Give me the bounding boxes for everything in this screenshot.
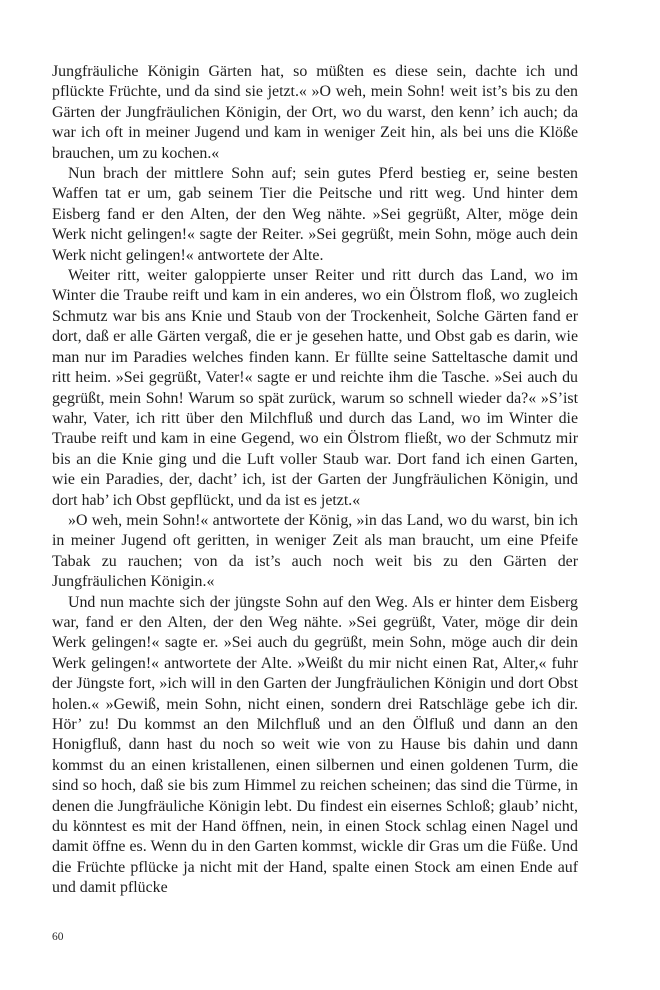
book-page	[52, 62, 578, 899]
paragraph-2: Nun brach der mittlere Sohn auf; sein gutes Pferd bestieg er, seine besten Waffen tat er um, gab seinem Tier die Peitsche und ritt weg. Und hinter dem Eisberg fand er den Alten, der den Weg nähte. »Sei gegrüßt, Alter, möge dein Werk nicht gelingen!« sagte der Reiter. »Sei gegrüßt, mein Sohn, möge auch dein Werk nicht gelingen!« antwortete der Alte.	[52, 165, 578, 264]
paragraph-4: »O weh, mein Sohn!« antwortete der König, »in das Land, wo du warst, bin ich in meiner Jugend oft geritten, in weniger Zeit als man braucht, um eine Pfeife Tabak zu rauchen; von da ist’s auch noch weit bis zu den Gärten der Jungfräulichen Königin.«	[52, 511, 578, 591]
paragraph-3: Weiter ritt, weiter galoppierte unser Reiter und ritt durch das Land, wo im Winter die Traube reift und kam in ein anderes, wo ein Ölstrom floß, wo zugleich Schmutz war bis ans Knie und Staub von der Trockenheit, Solche Gärten fand er dort, daß er alle Gärten vergaß, die er je gesehen hatte, und Obst gab es darin, wie man nur im Paradies welches finden kann. Er füllte seine Satteltasche damit und ritt heim. »Sei gegrüßt, Vater!« sagte er und reichte ihm die Tasche. »Sei auch du gegrüßt, mein Sohn! Warum so spät zurück, warum so schnell wieder da?« »S’ist wahr, Vater, ich ritt über den Milchfluß und durch das Land, wo im Winter die Traube reift und kam in eine Gegend, wo ein Ölstrom fließt, wo der Schmutz mir bis an die Knie ging und die Luft voller Staub war. Dort fand ich einen Garten, wie ein Paradies, der, dacht’ ich, ist der Garten der Jungfräulichen Königin, und dort hab’ ich Obst gepflückt, und da ist es jetzt.«	[52, 267, 578, 509]
page-number: 60	[52, 931, 64, 943]
paragraph-1: Jungfräuliche Königin Gärten hat, so müßten es diese sein, dachte ich und pflückte Früchte, und da sind sie jetzt.« »O weh, mein Sohn! weit ist’s bis zu den Gärten der Jungfräulichen Königin, der Ort, wo du warst, den kenn’ ich auch; da war ich oft in meiner Jugend und kam in weniger Zeit hin, als bei uns die Klöße brauchen, um zu kochen.«	[52, 63, 578, 162]
paragraph-5: Und nun machte sich der jüngste Sohn auf den Weg. Als er hinter dem Eisberg war, fand er den Alten, der den Weg nähte. »Sei gegrüßt, Vater, möge dir dein Werk gelingen!« sagte er. »Sei auch du gegrüßt, mein Sohn, möge auch dir dein Werk gelingen!« antwortete der Alte. »Weißt du mir nicht einen Rat, Alter,« fuhr der Jüngste fort, »ich will in den Garten der Jungfräulichen Königin und dort Obst holen.« »Gewiß, mein Sohn, nicht einen, sondern drei Ratschläge gebe ich dir. Hör’ zu! Du kommst an den Milchfluß und an den Ölfluß und dann an den Honigfluß, dann hast du noch so weit wie von zu Hause bis dahin und dann kommst du an einen kristallenen, einen silbernen und einen goldenen Turm, die sind so hoch, daß sie bis zum Himmel zu reichen scheinen; das sind die Türme, in denen die Jungfräuliche Königin lebt. Du findest ein eisernes Schloß; glaub’ nicht, du könntest es mit der Hand öffnen, nein, in einen Stock schlag einen Nagel und damit öffne es. Wenn du in den Garten kommst, wickle dir Gras um die Füße. Und die Früchte pflücke ja nicht mit der Hand, spalte einen Stock am einen Ende auf und damit pflücke	[52, 593, 578, 897]
